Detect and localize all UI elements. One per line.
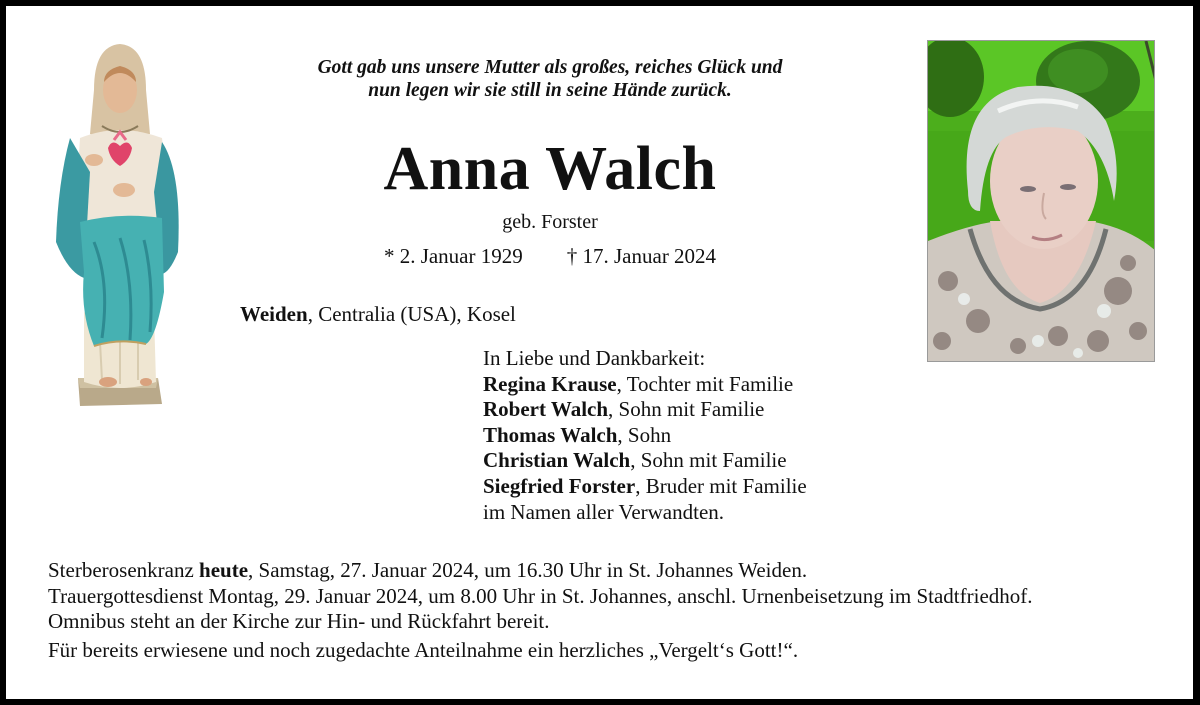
- mourner-name: Robert Walch: [483, 397, 609, 422]
- bus-info: Omnibus steht an der Kirche zur Hin- und Rückfahrt bereit.: [48, 609, 550, 633]
- mourner-item: [483, 372, 807, 398]
- mourner-name: Regina Krause: [483, 371, 617, 396]
- portrait-photo: [927, 40, 1155, 362]
- mourner-relation: , Bruder mit Familie: [635, 473, 807, 498]
- deceased-name: Anna Walch: [383, 135, 717, 203]
- birth-name: geb. Forster: [502, 211, 598, 233]
- verse-line-1: Gott gab uns unsere Mutter als großes, reiches Glück und: [317, 57, 783, 78]
- mourner-relation: , Sohn: [617, 422, 672, 447]
- rosary-info: [48, 558, 1033, 584]
- mourners-closing: im Namen aller Verwandten.: [483, 499, 725, 524]
- mourner-item: [483, 423, 807, 449]
- mourner-name: Thomas Walch: [483, 422, 618, 447]
- mourners-intro: In Liebe und Dankbarkeit:: [483, 346, 706, 370]
- places-line: [240, 301, 516, 327]
- statue-image: [50, 42, 184, 410]
- mourner-name: Christian Walch: [483, 448, 631, 473]
- birth-date: * 2. Januar 1929: [383, 244, 523, 268]
- mourner-item: [483, 474, 807, 500]
- mourner-relation: , Sohn mit Familie: [630, 448, 787, 473]
- verse-line-2: nun legen wir sie still in seine Hände zurück.: [368, 80, 732, 101]
- mourner-relation: , Sohn mit Familie: [608, 397, 765, 422]
- funeral-info: Trauergottesdienst Montag, 29. Januar 2024, um 8.00 Uhr in St. Johannes, anschl. Urnenbeisetzung im Stadtfriedhof.: [48, 583, 1033, 608]
- rosary-details: , Samstag, 27. Januar 2024, um 16.30 Uhr in St. Johannes Weiden.: [248, 558, 808, 582]
- rosary-prefix: Sterberosenkranz: [48, 558, 200, 582]
- death-date: † 17. Januar 2024: [566, 244, 717, 268]
- mourners-list: [483, 346, 807, 525]
- life-dates: [230, 243, 870, 269]
- thanks-note: Für bereits erwiesene und noch zugedachte Anteilnahme ein herzliches „Vergelt‘s Gott!“.: [48, 637, 799, 662]
- mourner-relation: , Tochter mit Familie: [616, 371, 794, 396]
- place-others: , Centralia (USA), Kosel: [307, 302, 516, 326]
- verse-quote: [230, 56, 870, 102]
- rosary-today: heute: [199, 558, 249, 582]
- service-info: [48, 558, 1033, 663]
- place-primary: Weiden: [240, 302, 308, 326]
- mourner-item: [483, 448, 807, 474]
- mourner-item: [483, 397, 807, 423]
- mourner-name: Siegfried Forster: [483, 473, 636, 498]
